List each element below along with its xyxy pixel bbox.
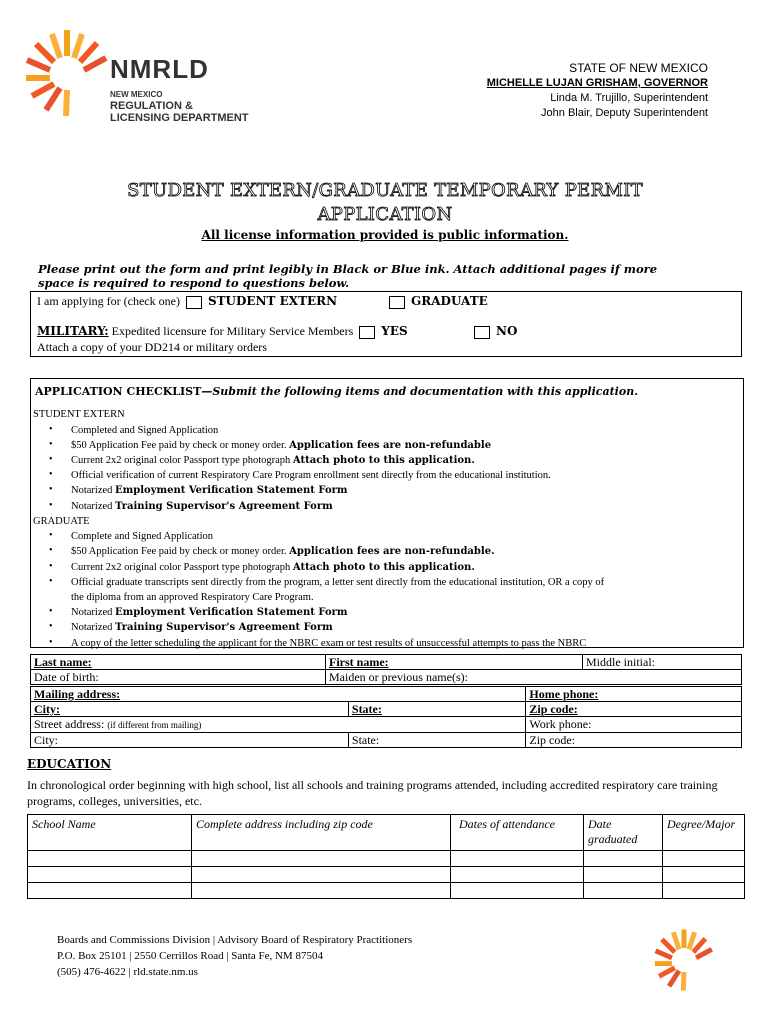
- graduate-option: [386, 294, 488, 309]
- item-text: $50 Application Fee paid by check or money order.: [71, 439, 290, 451]
- street-address-field[interactable]: [31, 717, 526, 733]
- item-text: Notarized: [71, 607, 116, 619]
- footer-line2: P.O. Box 25101 | 2550 Cerrillos Road | Santa Fe, NM 87504: [57, 950, 323, 962]
- item-text: $50 Application Fee paid by check or money order.: [71, 546, 290, 558]
- bullet-icon: •: [49, 636, 53, 648]
- item-emphasis: Attach photo to this application.: [292, 454, 475, 466]
- grad-checklist-item: [71, 606, 347, 619]
- col-date-graduated: Date graduated: [584, 815, 663, 851]
- extern-checklist-item: [71, 484, 347, 497]
- item-text: Complete and Signed Application: [71, 531, 214, 543]
- work-phone-field[interactable]: Work phone:: [526, 717, 742, 733]
- bullet-icon: •: [49, 423, 53, 435]
- bullet-icon: •: [49, 469, 53, 481]
- governor-line: MICHELLE LUJAN GRISHAM, GOVERNOR: [486, 77, 708, 89]
- item-text: Notarized: [71, 500, 116, 512]
- grad-checklist-item: [71, 561, 475, 574]
- street-note: (if different from mailing): [107, 720, 202, 730]
- checklist-title-text: APPLICATION CHECKLIST: [35, 385, 202, 398]
- extern-checklist-item: [71, 469, 551, 482]
- grad-checklist-item: [71, 637, 586, 650]
- military-no-checkbox[interactable]: [474, 326, 490, 339]
- education-row[interactable]: [28, 883, 745, 899]
- military-attach-note: Attach a copy of your DD214 or military orders: [37, 340, 267, 354]
- item-text: Notarized: [71, 622, 116, 634]
- footer-line1: Boards and Commissions Division | Advisory Board of Respiratory Practitioners: [57, 934, 413, 946]
- item-text: Official verification of current Respiratory Care Program enrollment sent directly from the educational institution.: [71, 470, 551, 482]
- deputy-line: John Blair, Deputy Superintendent: [541, 107, 708, 119]
- extern-checklist-item: [71, 454, 475, 467]
- state1-field[interactable]: State:: [348, 702, 525, 717]
- mailing-address-field[interactable]: Mailing address:: [31, 687, 526, 702]
- item-emphasis: Training Supervisor's Agreement Form: [115, 500, 333, 512]
- address-table: [30, 686, 742, 748]
- grad-checklist-item: [71, 545, 495, 558]
- bullet-icon: •: [49, 530, 53, 542]
- middle-initial-field[interactable]: Middle initial:: [583, 655, 742, 670]
- applying-prompt: I am applying for (check one): [37, 294, 180, 308]
- city2-field[interactable]: City:: [31, 733, 349, 748]
- col-address: Complete address including zip code: [192, 815, 451, 851]
- item-text: Current 2x2 original color Passport type photograph: [71, 454, 293, 466]
- bullet-icon: •: [49, 560, 53, 572]
- grad-checklist-item: [71, 576, 604, 589]
- item-emphasis: Attach photo to this application.: [292, 561, 475, 573]
- dob-field[interactable]: Date of birth:: [31, 670, 326, 685]
- nmrld-logo-mark: [22, 28, 112, 118]
- checklist-title-italic: —Submit the following items and documentation with this application.: [201, 385, 639, 398]
- military-no-label: NO: [496, 324, 518, 338]
- city1-field[interactable]: City:: [31, 702, 349, 717]
- logo-line2: REGULATION &: [110, 100, 193, 112]
- form-title-line2: APPLICATION: [317, 204, 453, 225]
- military-row: [37, 324, 408, 339]
- bullet-icon: •: [49, 545, 53, 557]
- graduate-heading: GRADUATE: [33, 515, 90, 527]
- first-name-field[interactable]: First name:: [326, 655, 583, 670]
- grad-checklist-item: [71, 591, 314, 604]
- application-checklist: [30, 378, 744, 648]
- military-yes-label: YES: [381, 324, 408, 338]
- item-text: the diploma from an approved Respiratory Care Program.: [71, 592, 314, 603]
- checklist-title: [35, 385, 638, 398]
- graduate-label: GRADUATE: [411, 294, 488, 308]
- instructions: Please print out the form and print legibly in Black or Blue ink. Attach additional pages if more space is required to respond to questions below.: [38, 262, 658, 290]
- student-extern-checkbox[interactable]: [186, 296, 202, 309]
- footer-line3: (505) 476-4622 | rld.state.nm.us: [57, 966, 198, 978]
- extern-checklist-item: [71, 439, 491, 452]
- item-text: Official graduate transcripts sent directly from the program, a letter sent directly from the educational institution, OR a copy of: [71, 576, 605, 588]
- item-emphasis: Application fees are non-refundable.: [289, 546, 495, 558]
- grad-checklist-item: [71, 621, 333, 634]
- logo-brand: NMRLD: [110, 54, 209, 84]
- extern-checklist-item: [71, 424, 218, 437]
- education-table: [27, 814, 745, 899]
- education-heading: EDUCATION: [27, 757, 112, 771]
- military-no-option: [471, 324, 517, 339]
- education-instructions: In chronological order beginning with high school, list all schools and training programs attended, including accredited respiratory care training programs, colleges, universities, etc.: [27, 778, 718, 808]
- education-row[interactable]: [28, 867, 745, 883]
- item-emphasis: Application fees are non-refundable: [289, 439, 492, 451]
- applying-section: [30, 291, 742, 357]
- home-phone-field[interactable]: Home phone:: [526, 687, 742, 702]
- item-text: Current 2x2 original color Passport type photograph: [71, 561, 293, 573]
- state-name: STATE OF NEW MEXICO: [569, 61, 708, 75]
- footer-logo-mark: [652, 928, 716, 992]
- item-text: Completed and Signed Application: [71, 424, 219, 436]
- bullet-icon: •: [49, 453, 53, 465]
- student-extern-label: STUDENT EXTERN: [207, 294, 338, 308]
- item-emphasis: Training Supervisor's Agreement Form: [115, 622, 333, 634]
- last-name-field[interactable]: Last name:: [31, 655, 326, 670]
- applying-row: [37, 294, 337, 309]
- grad-checklist-item: [71, 530, 213, 543]
- bullet-icon: •: [49, 484, 53, 496]
- logo-line3: LICENSING DEPARTMENT: [110, 112, 249, 124]
- military-text: Expedited licensure for Military Service Members: [111, 324, 354, 338]
- bullet-icon: •: [49, 575, 53, 587]
- form-title-line1: STUDENT EXTERN/GRADUATE TEMPORARY PERMIT: [127, 180, 643, 201]
- extern-heading: STUDENT EXTERN: [33, 409, 125, 420]
- state2-field[interactable]: State:: [348, 733, 525, 748]
- military-label: MILITARY:: [37, 324, 109, 338]
- zip1-field[interactable]: Zip code:: [526, 702, 742, 717]
- education-row[interactable]: [28, 851, 745, 867]
- street-label: Street address:: [34, 717, 105, 731]
- personal-info-table: [30, 654, 742, 685]
- zip2-field[interactable]: Zip code:: [526, 733, 742, 748]
- maiden-name-field[interactable]: Maiden or previous name(s):: [326, 670, 742, 685]
- superintendent-line: Linda M. Trujillo, Superintendent: [550, 92, 708, 104]
- graduate-checkbox[interactable]: [389, 296, 405, 309]
- col-school-name: School Name: [28, 815, 192, 851]
- bullet-icon: •: [49, 499, 53, 511]
- footer: [57, 932, 412, 980]
- col-dates: Dates of attendance: [451, 815, 584, 851]
- item-emphasis: Employment Verification Statement Form: [115, 607, 348, 619]
- public-info-note: All license information provided is public information.: [201, 228, 569, 242]
- bullet-icon: •: [49, 438, 53, 450]
- item-emphasis: Employment Verification Statement Form: [115, 485, 348, 497]
- bullet-icon: •: [49, 621, 53, 633]
- col-degree: Degree/Major: [663, 815, 745, 851]
- agency-header: [487, 61, 708, 121]
- bullet-icon: •: [49, 606, 53, 618]
- military-yes-checkbox[interactable]: [359, 326, 375, 339]
- logo-line1: NEW MEXICO: [110, 90, 163, 99]
- extern-checklist-item: [71, 500, 333, 513]
- item-text: A copy of the letter scheduling the applicant for the NBRC exam or test results of unsuccessful attempts to pass the NBRC: [71, 637, 587, 649]
- item-text: Notarized: [71, 485, 116, 497]
